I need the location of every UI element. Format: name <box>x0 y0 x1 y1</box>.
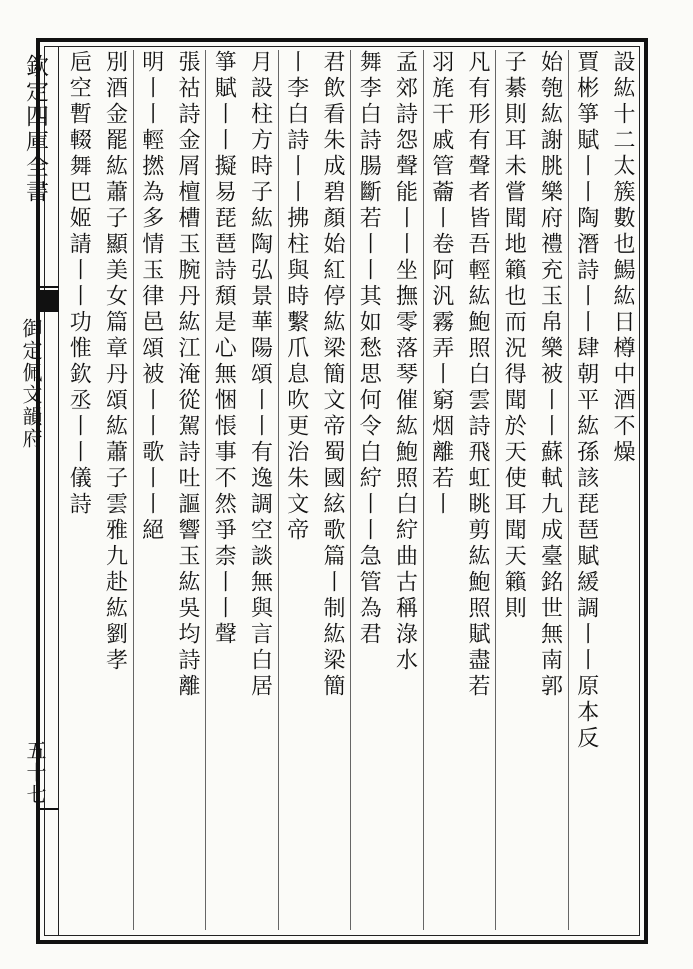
text-column: 君飲看朱成碧顏始紅停紘梁簡文帝蜀國絃歌篇丨制紘梁簡 <box>320 50 345 700</box>
margin-divider <box>58 46 59 936</box>
text-column: 張祜詩金屑檀槽玉腕丹紘江淹從駕詩吐謳響玉紘吳均詩離 <box>175 50 200 700</box>
fish-tail-mark <box>37 290 59 312</box>
column-rule <box>568 50 569 930</box>
column-rule <box>495 50 496 930</box>
page-number: 五十七 <box>23 740 47 806</box>
fish-tail-rule <box>37 286 59 288</box>
column-rule <box>205 50 206 930</box>
text-column: 明丨丨輕撚為多情玉律邑頌被丨丨歌丨丨絕 <box>138 50 164 544</box>
section-title: 御定佩文韻府 <box>19 318 43 450</box>
text-column: 凡有形有聲者皆吾輕紘鮑照白雲詩飛虹眺剪紘鮑照賦盡若 <box>465 50 490 700</box>
text-column: 月設柱方時子紘陶弘景華陽頌丨丨有逸調空談無與言白居 <box>247 50 273 700</box>
book-title: 欽定四庫全書 <box>22 54 48 204</box>
text-column: 子綦則耳未嘗聞地籟也而況得聞於天使耳聞天籟則 <box>501 50 527 622</box>
text-column: 設紘十二太簇數也鰑紘日樽中酒不燥 <box>610 50 635 466</box>
text-column: 始匏紘謝朓樂府禮充玉帛樂被丨丨蘇軾九成臺銘世無南郭 <box>537 50 563 700</box>
text-body <box>60 50 640 930</box>
text-column: 羽旄干戚管蘥丨卷阿汎霧弄丨窮烟離若丨 <box>428 50 454 518</box>
column-rule <box>350 50 351 930</box>
text-column: 賈彬箏賦丨丨陶潛詩丨丨肆朝平紘孫該琵琶賦緩調丨丨原本反 <box>573 50 599 752</box>
column-rule <box>278 50 279 930</box>
column-rule <box>423 50 424 930</box>
text-column: 別酒金罷紘蕭子顯美女篇章丹頌紘蕭子雲雅九赴紘劉孝 <box>102 50 128 674</box>
text-column: 孟郊詩怨聲能丨丨坐撫零落琴催紘鮑照白紵曲古稱淥水 <box>392 50 418 674</box>
text-column: 巵空暫輟舞巴姬請丨丨功惟欽丞丨丨儀詩 <box>66 50 92 518</box>
page-number-rule <box>37 808 59 810</box>
text-column: 舞李白詩腸斷若丨丨其如愁思何令白紵丨丨急管為君 <box>356 50 382 648</box>
column-rule <box>133 50 134 930</box>
text-column: 箏賦丨丨擬易琵琶詩頹是心無悃悵事不然爭柰丨丨聲 <box>211 50 237 648</box>
text-column: 丨李白詩丨丨拂柱與時繫爪息吹更治朱文帝 <box>283 50 309 544</box>
